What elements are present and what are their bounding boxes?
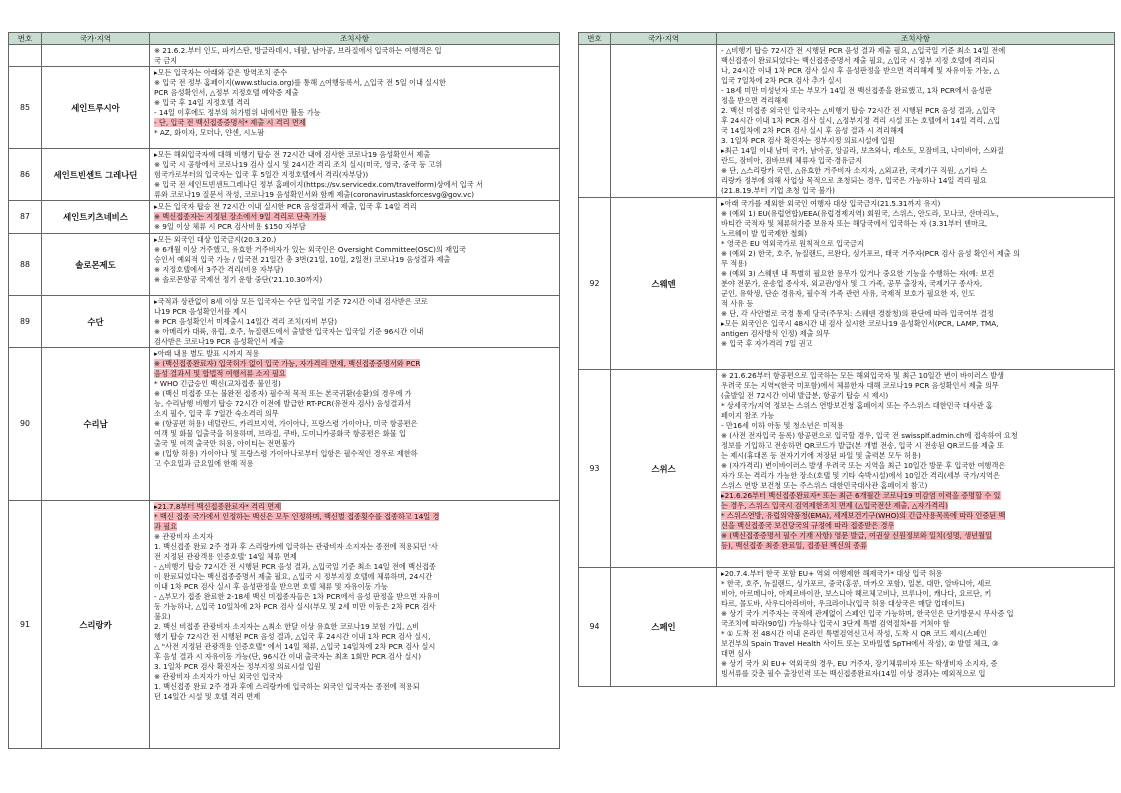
measure-line: [154, 389, 555, 399]
table-row: [9, 234, 560, 296]
measure-line: [721, 639, 1110, 649]
measure-text: ※ (예외 1) EU(유럽연합)/EEA(유럽경제지역) 회원국, 스위스, 안도라, 모나코, 산마리노,: [721, 209, 999, 218]
measure-text: 국 14일차에 2차 PCR 검사 실시 후 음성 결과 시 격리해제: [721, 126, 904, 135]
measure-text: 비아, 아르메니아, 아제르바이잔, 보스니아 헤르체고비나, 브루나이, 캐나다, 요르단, 키: [721, 589, 992, 598]
measure-line: [154, 307, 555, 317]
measure-line: [721, 579, 1110, 589]
measure-text: 분야 전문가, 운송업 종사자, 외교관/영사 및 그 가족, 공무 출장자, 국제기구 종사자,: [721, 279, 983, 288]
measure-text: 란드, 잠비아, 짐바브웨 체류자 입국·경유금지: [721, 156, 862, 165]
measure-line: [154, 562, 555, 572]
header-measures: 조치사항: [717, 33, 1115, 45]
measure-text: 여객 및 화물 입출국을 허용하며, 브라질, 쿠바, 도미니카공화국 항공편은 화물 입: [154, 429, 406, 438]
header-country: 국가·지역: [611, 33, 717, 45]
country-name: 스웨덴: [611, 198, 717, 370]
measure-line: [721, 176, 1110, 186]
country-name: 스리랑카: [42, 501, 150, 749]
measure-text: ※ 지정호텔에서 3주간 격리(비용 자부담): [154, 265, 284, 274]
measure-line: [154, 222, 555, 232]
measure-text: * ① 도착 전 48시간 이내 온라인 특별검역신고서 작성, 도착 시 QR 코드 제시(스페인: [721, 629, 987, 638]
measure-line: [721, 66, 1110, 76]
measure-line: [154, 542, 555, 552]
highlighted-text: 등), 백신접종 최종 완료일, 접종된 백신의 종류: [721, 541, 868, 550]
measure-text: 리랑카 정부에 의해 사업상 목적으로 초청되는 경우, 입국은 가능하나 14일 격리 필요: [721, 176, 987, 185]
country-name: 세인트키츠네비스: [42, 201, 150, 234]
measure-text: 류와 코로나19 질문서 작성, 코로나19 음성확인서와 함께 제출(coronavirustaskforcesvg@gov.vc): [154, 190, 475, 199]
measure-text: ※ (예외 2) 한국, 호주, 뉴질랜드, 르완다, 싱가포르, 태국 거주자(PCR 검사 음성 확인서 제출 의: [721, 249, 1020, 258]
measure-text: 빙서류를 갖춘 필수 출장인력 또는 백신접종완료자(14일 이상 경과)는 예외적으로 입: [721, 669, 986, 678]
row-number: 92: [579, 198, 611, 370]
measure-line: [154, 150, 555, 160]
measures-cell: [150, 149, 560, 201]
measure-line: [721, 659, 1110, 669]
country-name: 수리남: [42, 348, 150, 501]
measure-text: 우려국 또는 지역*(한국 미포함)에서 체류한자 대해 코로나19 PCR 음성확인서 제출 의무: [721, 381, 999, 390]
measure-line: [721, 166, 1110, 176]
measure-line: [154, 502, 555, 512]
measures-cell: [717, 45, 1115, 198]
measure-line: [154, 245, 555, 255]
measure-text: 나19 PCR 음성확인서를 제시: [154, 307, 247, 316]
measure-text: 고 수요일과 금요일에 한해 적용: [154, 459, 254, 468]
measure-line: [154, 369, 555, 379]
measure-line: [154, 642, 555, 652]
measure-line: [721, 239, 1110, 249]
measure-line: [721, 491, 1110, 501]
measure-line: [721, 371, 1110, 381]
measure-text: ※ 입국 후 자가격리 7일 권고: [721, 339, 813, 348]
measure-line: [154, 652, 555, 662]
measure-text: 국 금지: [154, 56, 178, 65]
measure-text: ※ (예외 3) 스웨덴 내 특별히 필요한 용무가 있거나 중요한 기능을 수행하는 자(예: 보건: [721, 269, 995, 278]
measure-text: (출발일 전 72시간 이내 발급분, 항공기 탑승 시 제시): [721, 391, 889, 400]
measure-text: * 영국은 EU 역외국가로 원칙적으로 입국금지: [721, 239, 864, 248]
header-no: 번호: [579, 33, 611, 45]
table-row: [579, 568, 1115, 687]
measure-text: ※ 단, 각 사안별로 국경 통제 당국(주무처: 스웨덴 경찰청)의 판단에 따라 입국여부 결정: [721, 309, 994, 318]
measure-text: - 14일 이후에도 정부의 허가범위 내에서만 활동 가능: [154, 108, 321, 117]
measure-line: [721, 136, 1110, 146]
measure-line: [721, 146, 1110, 156]
measure-line: [154, 582, 555, 592]
measure-line: [154, 522, 555, 532]
measure-line: [721, 76, 1110, 86]
measure-text: ※ PCR 음성확인서 미제출시 14일간 격리 조치(자비 부담): [154, 317, 338, 326]
measure-line: [154, 108, 555, 118]
measure-line: [721, 451, 1110, 461]
measure-text: ▸아래 국가를 제외한 외국인 여행자 대상 입국금지(21.5.31까지 유지): [721, 199, 941, 208]
measure-line: [154, 349, 555, 359]
measure-line: [721, 329, 1110, 339]
measure-text: ※ 상기 국가 거주자는 국적에 관계없이 스페인 입국 가능하며, 한국인은 단기방문시 무사증 입: [721, 609, 1014, 618]
row-number: 89: [9, 296, 42, 348]
row-number: 85: [9, 67, 42, 149]
measures-cell: [150, 201, 560, 234]
measure-line: [154, 672, 555, 682]
measures-cell: [150, 348, 560, 501]
measure-text: ▸국적과 상관없이 8세 이상 모든 입국자는 수단 입국일 기준 72시간 이내 검사받은 코로: [154, 297, 428, 306]
measure-line: [154, 512, 555, 522]
measure-line: [721, 401, 1110, 411]
measure-line: [154, 202, 555, 212]
measure-line: [154, 602, 555, 612]
measure-line: [154, 459, 555, 469]
measure-text: 1. 백신접종 완료 2주 경과 후 스리랑카에 입국하는 관광비자 소지자는 종전에 적용되던 '사: [154, 542, 438, 551]
measure-text: 동 가능하나, △입국 10일차에 2차 PCR 검사 실시(부모 및 2세 미만 이동은 2차 PCR 검사: [154, 602, 436, 611]
measure-line: [721, 319, 1110, 329]
measure-text: * AZ, 화이자, 모더나, 얀센, 시노팜: [154, 128, 265, 137]
measure-text: ※ 21.6.2.부터 인도, 파키스탄, 방글라데시, 네팔, 남아공, 브라질에서 입국하는 여행객은 입: [154, 46, 442, 55]
highlighted-text: ※ 백신접종자는 지정된 장소에서 9일 격리로 단축 가능: [154, 212, 327, 221]
highlighted-text: ※ (백신접종증명서 필수 기재 사항) 영문 발급, 여권상 신원정보와 일치(성명, 생년월일: [721, 531, 992, 540]
measure-line: [154, 449, 555, 459]
measure-line: [721, 629, 1110, 639]
measure-line: [154, 255, 555, 265]
measure-line: [721, 381, 1110, 391]
measure-line: [154, 429, 555, 439]
measure-line: [721, 186, 1110, 196]
measure-line: [721, 309, 1110, 319]
measure-text: PCR 음성확인서, △정부 지정호텔 예약증 제출: [154, 88, 299, 97]
measure-text: ※ 입국 시 공항에서 코로나19 검사 실시 및 24시간 격리 조치 실시(미국, 영국, 중국 등 고위: [154, 160, 443, 169]
measure-line: [154, 235, 555, 245]
measure-text: 입국 7일차에 2차 PCR 검사 추가 실시: [721, 76, 842, 85]
measure-text: - △비행기 탑승 72시간 전 시행된 PCR 음성 결과, △입국일 기준 최소 14일 전에 백신접종: [154, 562, 436, 571]
measure-text: ※ (입항 허용) 가이아나 및 프랑스령 가이아나로부터 입항은 필수적인 경우로 제한하: [154, 449, 418, 458]
measures-table-right: [578, 32, 1115, 687]
row-number: 90: [9, 348, 42, 501]
measure-text: ※ 입국 후 14일 지정호텔 격리: [154, 98, 251, 107]
measure-line: [721, 609, 1110, 619]
measure-line: [154, 572, 555, 582]
measures-cell: [150, 234, 560, 296]
highlighted-text: ▸21.6.26부터 백신접종완료자* 또는 최근 6개월간 코로나19 미감염 이력을 증명할 수 있: [721, 491, 1001, 500]
measure-text: ※ 관광비자 소지자: [154, 532, 214, 541]
measure-text: ▸아래 내용 별도 발표 시까지 적용: [154, 349, 260, 358]
measure-text: ▸모든 외국인은 입국시 48시간 내 검사 실시한 코로나19 음성확인서(PCR, LAMP, TMA,: [721, 319, 999, 328]
table-row: [9, 45, 560, 67]
measure-line: [154, 98, 555, 108]
measure-line: [721, 106, 1110, 116]
measure-text: △ "사전 지정된 관광객용 인증호텔" 에서 14일 체류, △입국 14일차에 2차 PCR 검사 실시: [154, 642, 436, 651]
country-name: 수단: [42, 296, 150, 348]
measure-text: 1. 백신접종 완료 2주 경과 후에 스리랑카에 입국하는 외국인 입국자는 종전에 적용되: [154, 682, 420, 691]
measures-table-left: [8, 32, 560, 749]
table-row: [9, 149, 560, 201]
measure-text: * 상세국가/지역 정보는 스위스 연방보건청 홈페이지 또는 주스위스 대한민국 대사관 홈: [721, 401, 993, 410]
country-name: 세인트빈센트 그레나딘: [42, 149, 150, 201]
measure-line: [721, 421, 1110, 431]
measure-text: ※ 9일 이상 체류 시 PCR 검사비용 $150 자부담: [154, 222, 306, 231]
measures-cell: [150, 67, 560, 149]
measure-text: 3. 1일차 PCR 검사 확진자는 정부지정 의료시설에 입원: [721, 136, 895, 145]
measure-line: [154, 622, 555, 632]
measure-line: [154, 68, 555, 78]
measure-line: [721, 599, 1110, 609]
measure-text: 불요): [154, 612, 171, 621]
measure-text: ※ 단, △스리랑카 국민, △유효한 거주비자 소지자, △외교관, 국제기구 직원, △기타 스: [721, 166, 988, 175]
measure-line: [721, 299, 1110, 309]
measure-text: - △부모가 접종 완료한 2-18세 백신 미접종자들은 1차 PCR에서 음성 판정을 받으면 자유이: [154, 592, 441, 601]
measure-text: 3. 1일차 PCR 검사 확진자는 정부지정 의료시설 입원: [154, 662, 321, 671]
measures-cell: [150, 45, 560, 67]
measures-cell: [717, 568, 1115, 687]
measure-line: [154, 337, 555, 347]
measure-text: ▸모든 외국인 대상 입국금지(20.3.20.): [154, 235, 277, 244]
measure-text: 무 적용): [721, 259, 747, 268]
measure-text: (21.8.19.부터 기업 초청 입국 불가): [721, 186, 835, 195]
measure-line: [721, 471, 1110, 481]
measure-line: [721, 46, 1110, 56]
measure-text: ※ 입국 전 세인트빈센트그레나딘 정부 홈페이지(https://sv.servicedx.com/travelform)상에서 입국 서: [154, 180, 483, 189]
measure-line: [721, 279, 1110, 289]
measure-line: [154, 399, 555, 409]
measure-text: 는 제시(휴대폰 등 전자기기에 저장된 파일 및 출력본 모두 허용): [721, 451, 921, 460]
measures-cell: [717, 370, 1115, 568]
measure-text: ▸모든 해외입국자에 대해 비행기 탑승 전 72시간 내에 검사한 코로나19 음성확인서 제출: [154, 150, 431, 159]
country-name: 세인트루시아: [42, 67, 150, 149]
measure-line: [721, 269, 1110, 279]
measure-text: 전 지정된 관광객용 인증호텔' 14일 체류 면제: [154, 552, 297, 561]
measure-text: 정을 받으면 격리해제: [721, 96, 789, 105]
measure-text: 보건부의 Spain Travel Health 사이트 또는 모바일앱 SpTH에서 작성), ② 발열 체크, ③: [721, 639, 999, 648]
measure-text: ※ 관광비자 소지자가 아닌 외국인 입국자: [154, 672, 283, 681]
measure-line: [721, 569, 1110, 579]
measure-line: [721, 209, 1110, 219]
measure-text: 승인서 예외적 입국 가능 / 입국전 21일간 총 3번(21일, 10일, 2일전) 코로나19 음성결과 제출: [154, 255, 451, 264]
measures-cell: [150, 296, 560, 348]
header-measures: 조치사항: [150, 33, 560, 45]
measure-line: [721, 56, 1110, 66]
table-row: [579, 198, 1115, 370]
measure-text: - 만16세 이하 아동 및 청소년은 미적용: [721, 421, 844, 430]
measure-text: ※ 솔로몬항공 국제선 정기 운항 중단('21.10.30까지): [154, 275, 323, 284]
measures-cell: [150, 501, 560, 749]
measure-line: [721, 229, 1110, 239]
measure-line: [154, 592, 555, 602]
measure-line: [721, 649, 1110, 659]
header-no: 번호: [9, 33, 42, 45]
measure-line: [721, 531, 1110, 541]
measure-text: 던 14일간 시설 및 호텔 격리 면제: [154, 692, 261, 701]
measure-text: - 18세 미만 미성년자 또는 부모가 14일 전 백신접종을 완료했고, 1차 PCR에서 음성판: [721, 86, 992, 95]
measure-text: ※ 상기 국가 외 EU+ 역외국의 경우, EU 거주자, 장기체류비자 또는 학생비자 소지자, 증: [721, 659, 998, 668]
measure-line: [721, 461, 1110, 471]
measure-line: [721, 391, 1110, 401]
table-row: [9, 201, 560, 234]
measure-text: 노르웨이 발 입국제한 철회): [721, 229, 808, 238]
highlighted-text: * 백신 접종 국가에서 인정하는 백신은 모두 인정하며, 백신별 접종횟수를 접종하고 14일 경: [154, 512, 440, 521]
measure-text: 적 사유 등: [721, 299, 754, 308]
row-number: [9, 45, 42, 67]
measure-text: 나, 24시간 이내 1차 PCR 검사 실시 후 음성판정을 받으면 격리해제 및 자유이동 가능, △: [721, 66, 1000, 75]
measure-text: 국조치에 따라(90일) 가능하나 입국시 3단계 특별 검역절차*를 거쳐야 함: [721, 619, 950, 628]
measure-line: [154, 56, 555, 66]
measure-line: [154, 265, 555, 275]
measure-text: 대면 심사: [721, 649, 752, 658]
measure-line: [154, 662, 555, 672]
measure-line: [154, 212, 555, 222]
measure-text: ※ (사전 전자입국 등록) 항공편으로 입국할 경우, 입국 전 swissplf.admin.ch에 접속하여 요청: [721, 431, 1018, 440]
measure-text: 타르, 몰도바, 사우디아라비아, 우크라이나(입국 허용 대상국은 매달 업데이트): [721, 599, 965, 608]
table-header-row: [579, 33, 1115, 45]
measure-text: 바티칸 국적자 및 체류허가증 보유자 또는 해당국에서 입국하는 자 (3.31부터 덴마크,: [721, 219, 988, 228]
measure-text: * 한국, 호주, 뉴질랜드, 싱가포르, 중국(홍콩, 마카오 포함), 일본, 대만, 알바니아, 세르: [721, 579, 992, 588]
measure-line: [721, 481, 1110, 491]
row-number: 86: [9, 149, 42, 201]
measure-text: antigen 검사방식 인정) 제출 의무: [721, 329, 830, 338]
measure-text: * WHO 긴급승인 백신(교차접종 불인정): [154, 379, 281, 388]
measure-line: [721, 339, 1110, 349]
measure-text: 험국가로부터의 입국자는 입국 후 5일간 지정호텔에서 격리(자부담)): [154, 170, 369, 179]
table-row: [9, 501, 560, 749]
country-name: [611, 45, 717, 198]
measure-line: [721, 199, 1110, 209]
measure-line: [721, 86, 1110, 96]
table-header-row: [9, 33, 560, 45]
row-number: 88: [9, 234, 42, 296]
measure-line: [154, 327, 555, 337]
measure-text: ▸모든 입국자는 아래와 같은 방역조치 준수: [154, 68, 288, 77]
measure-line: [721, 411, 1110, 421]
measure-text: ※ (백신 미접종 또는 불완전 접종자) 필수적 목적 또는 본국귀환(송환)의 경우에 가: [154, 389, 412, 398]
measure-line: [154, 317, 555, 327]
measure-line: [721, 511, 1110, 521]
measure-line: [721, 219, 1110, 229]
measure-line: [154, 379, 555, 389]
table-row: [579, 45, 1115, 198]
measure-text: 후 24시간 이내 1차 PCR 검사 실시, △정부지정 격리 시설 또는 호텔에서 14일 격리, △입: [721, 116, 1001, 125]
row-number: 93: [579, 370, 611, 568]
measure-line: [721, 259, 1110, 269]
highlighted-text: - 단, 입국 전 백신접종증명서* 제출 시 격리 면제: [154, 118, 306, 127]
measure-text: 군인, 유학생, 단순 경유자, 필수적 가족 관련 사유, 국제적 보호가 필요한 자, 인도: [721, 289, 976, 298]
measure-text: 자가 또는 격리가 가능한 장소(호텔 및 기타 숙박시설)에서 10일간 격리(세부 국가/지역은: [721, 471, 1000, 480]
measure-line: [154, 409, 555, 419]
table-row: [579, 370, 1115, 568]
measure-line: [154, 190, 555, 200]
measure-text: ▸모든 입국자 탑승 전 72시간 이내 실시한 PCR 음성결과서 제출, 입국 후 14일 격리: [154, 202, 417, 211]
row-number: 91: [9, 501, 42, 749]
measures-cell: [717, 198, 1115, 370]
table-row: [9, 296, 560, 348]
measure-line: [154, 78, 555, 88]
measure-text: 출국 및 여객 출국만 허용, 아이티는 전면불가: [154, 439, 295, 448]
measure-text: ※ 6개월 이상 거주했고, 유효한 거주비자가 있는 외국인은 Oversight Committee(OSC)의 재입국: [154, 245, 466, 254]
measure-line: [721, 521, 1110, 531]
measure-text: 2. 백신 비접종 관광비자 소지자는 △최소 한달 이상 유효한 코로나19 보험 가입, △비: [154, 622, 420, 631]
measure-line: [154, 552, 555, 562]
measure-text: 후 음성 결과 시 자유이동 가능(단, 96시간 이내 출국자는 최초 1회만 PCR 검사 실시): [154, 652, 422, 661]
measure-line: [721, 541, 1110, 551]
country-name: 스위스: [611, 370, 717, 568]
measure-text: ※ 아메리카 대륙, 유럽, 호주, 뉴질랜드에서 출발한 입국자는 입국일 기준 96시간 이내: [154, 327, 424, 336]
measure-line: [721, 589, 1110, 599]
measure-text: ※ 입국 전 정부 홈페이지(www.stlucia.org)를 통해 △여행등록서, △입국 전 5일 이내 실시한: [154, 78, 446, 87]
measure-line: [154, 128, 555, 138]
measure-line: [154, 170, 555, 180]
highlighted-text: 신을 백신접종국 보건당국의 규정에 따라 접종받은 경우: [721, 521, 895, 530]
measure-line: [154, 439, 555, 449]
measure-line: [154, 419, 555, 429]
measure-text: 2. 백신 미접종 외국인 입국자는 △비행기 탑승 72시간 전 시행된 PCR 음성 결과, △입국: [721, 106, 996, 115]
measure-text: ▸20.7.4.부터 한국 포함 EU+ 역외 여행제한 해제국가* 대상 입국 허용: [721, 569, 943, 578]
highlighted-text: ▸21.7.8부터 백신접종완료자* 격리 면제: [154, 502, 282, 511]
header-country: 국가·지역: [42, 33, 150, 45]
measure-text: 소지 필수, 입국 후 7일간 숙소격리 의무: [154, 409, 279, 418]
measure-line: [154, 612, 555, 622]
measure-line: [154, 180, 555, 190]
measure-line: [154, 359, 555, 369]
measure-line: [721, 619, 1110, 629]
measure-line: [721, 116, 1110, 126]
measure-text: 정보를 기입하고 전송하면 QR코드가 발급(본 개별 전송, 입국 시 전송된 QR코드를 제출 또: [721, 441, 1004, 450]
measure-text: - △비행기 탑승 72시간 전 시행된 PCR 음성 결과 제출 필요, △입국일 기준 최소 14일 전에: [721, 46, 1006, 55]
measure-line: [721, 249, 1110, 259]
measure-line: [154, 88, 555, 98]
country-name: 스페인: [611, 568, 717, 687]
highlighted-text: 음성 결과서 및 합법적 여행서류 소지 필요: [154, 369, 286, 378]
measure-text: 페이지 참조 가능: [721, 411, 775, 420]
measure-line: [721, 669, 1110, 679]
measure-line: [154, 682, 555, 692]
country-name: [42, 45, 150, 67]
row-number: 94: [579, 568, 611, 687]
measure-line: [154, 632, 555, 642]
measure-line: [154, 692, 555, 702]
measure-line: [154, 160, 555, 170]
country-name: 솔로몬제도: [42, 234, 150, 296]
measure-line: [721, 501, 1110, 511]
row-number: 87: [9, 201, 42, 234]
measure-line: [154, 532, 555, 542]
measure-line: [721, 126, 1110, 136]
measure-text: ※ (자가격리) 변이바이러스 발생 우려국 또는 지역을 최근 10일간 방문 후 입국한 여행객은: [721, 461, 1006, 470]
measure-line: [154, 46, 555, 56]
measure-line: [154, 297, 555, 307]
highlighted-text: * 스위스연방, 유럽의약품청(EMA), 세계보건기구(WHO)의 긴급사용목록에 따라 인증된 백: [721, 511, 1006, 520]
measure-text: 스위스 연방 보건청 또는 주스위스 대한민국대사관 홈페이지 참고): [721, 481, 928, 490]
measure-text: 능, 수리남행 비행기 탑승 72시간 이전에 발급한 RT-PCR(유전자 검사) 음성결과서: [154, 399, 412, 408]
measure-line: [721, 431, 1110, 441]
measure-text: 이내 1차 PCR 검사 실시 후 음성판정을 받으면 호텔 체류 및 자유이동 가능: [154, 582, 388, 591]
measure-text: 검사받은 코로나19 PCR 음성확인서 제출: [154, 337, 284, 346]
measure-text: ※ 21.6.26부터 항공편으로 입국하는 모든 해외입국자 및 최근 10일간 변이 바이러스 발생: [721, 371, 1004, 380]
measure-line: [154, 118, 555, 128]
row-number: [579, 45, 611, 198]
measure-line: [721, 441, 1110, 451]
measure-line: [721, 156, 1110, 166]
measure-line: [721, 289, 1110, 299]
highlighted-text: ※ (백신접종완료자) 입국허가 없이 입국 가능, 자가격리 면제, 백신접종증명서와 PCR: [154, 359, 421, 368]
measure-line: [721, 96, 1110, 106]
table-row: [9, 348, 560, 501]
highlighted-text: 는 경우, 스위스 입국시 검역제한조치 면제 (△입국전산 제출, △자가격리): [721, 501, 948, 510]
measure-text: ▸최근 14일 이내 남미 국가, 남아공, 앙골라, 보츠와나, 레소토, 모잠비크, 나미비아, 스와질: [721, 146, 1005, 155]
highlighted-text: 과 필요: [154, 522, 178, 531]
table-row: [9, 67, 560, 149]
measure-text: 행기 탑승 72시간 전 시행된 PCR 음성 결과, △입국 후 24시간 이내 1차 PCR 검사 실시,: [154, 632, 431, 641]
measure-text: 백신접종이 완료되었다는 백신접종증명서 제출 필요, △입국 시 정부 지정 호텔에 격리되: [721, 56, 995, 65]
measure-line: [154, 275, 555, 285]
measure-text: 이 완료되었다는 백신접종증명서 제출 필요, △입국 시 정부지정 호텔에 체류하며, 24시간: [154, 572, 433, 581]
measure-text: ※ (항공편 허용) 네덜란드, 카리브지역, 가이아나, 프랑스령 가이아나, 미국 항공편은: [154, 419, 418, 428]
